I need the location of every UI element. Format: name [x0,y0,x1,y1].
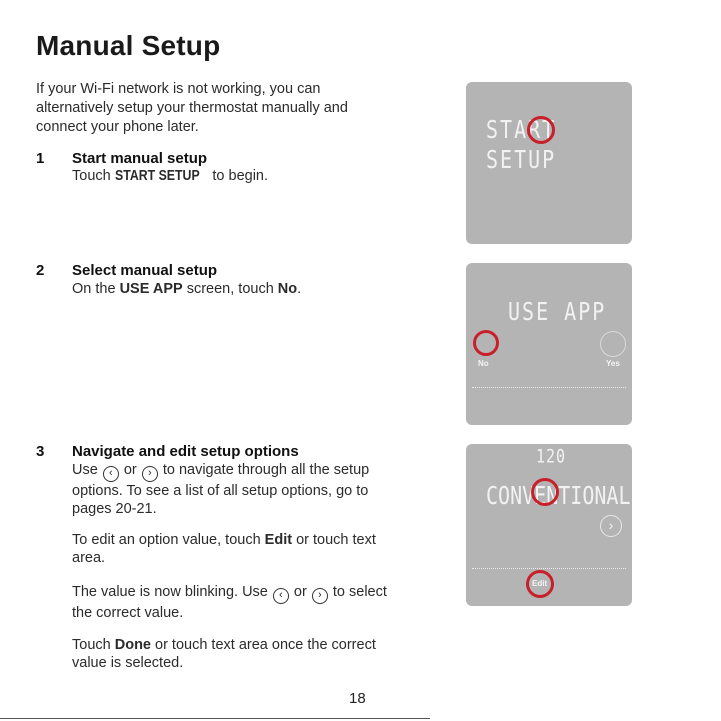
footer-line [0,718,430,719]
next-arrow-icon: › [142,466,158,482]
edit-label[interactable]: Edit [532,579,548,588]
lcd-option-number: 120 [536,445,567,468]
thermostat-screen-use-app [466,263,632,425]
lcd-conventional-text: CONVENTIONAL [486,480,631,510]
divider [472,568,626,569]
step-3-para-4: Touch Done or touch text area once the correct value is selected. [72,637,376,671]
yes-label[interactable]: Yes [606,359,620,368]
done-keyword: Done [114,637,151,653]
no-keyword: No [277,281,298,297]
step-3-number: 3 [36,443,45,460]
prev-arrow-icon: ‹ [273,588,289,604]
step-2-number: 2 [36,262,45,279]
yes-button[interactable] [600,331,626,357]
intro-text: If your Wi-Fi network is not working, you can alternatively setup your thermostat manually and connect your phone later. [36,81,348,135]
start-setup-keyword: START SETUP [114,168,200,184]
divider [472,387,626,388]
step-1-number: 1 [36,150,45,167]
step-2-body: On the USE APP screen, touch No. [72,281,302,297]
step-1-body: Touch START SETUP to begin. [72,168,269,184]
lcd-use-app-text: USE APP [508,296,607,326]
page-number: 18 [349,690,366,707]
no-label[interactable]: No [478,359,489,368]
no-button-highlight[interactable] [473,330,499,356]
step-3-para-2: To edit an option value, touch Edit or touch text area. [72,532,376,566]
next-arrow-icon: › [312,588,328,604]
edit-keyword: Edit [264,532,293,548]
prev-arrow-icon: ‹ [103,466,119,482]
lcd-start-setup-text: START SETUP [486,114,557,174]
step-3-para-3: The value is now blinking. Use ‹ or › to select the correct value. [72,584,387,621]
page-title: Manual Setup [36,30,221,61]
tap-highlight-circle [531,478,559,506]
step-2-title: Select manual setup [72,262,218,279]
tap-highlight-circle [527,116,555,144]
step-3-para-1: Use ‹ or › to navigate through all the setup options. To see a list of all setup options, go to pages 20-21. [72,462,370,517]
next-option-icon[interactable]: › [600,515,622,537]
thermostat-screen-start-setup [466,82,632,244]
step-1-title: Start manual setup [72,150,208,167]
step-3-title: Navigate and edit setup options [72,443,299,460]
thermostat-screen-conventional [466,444,632,606]
use-app-keyword: USE APP [119,281,183,297]
